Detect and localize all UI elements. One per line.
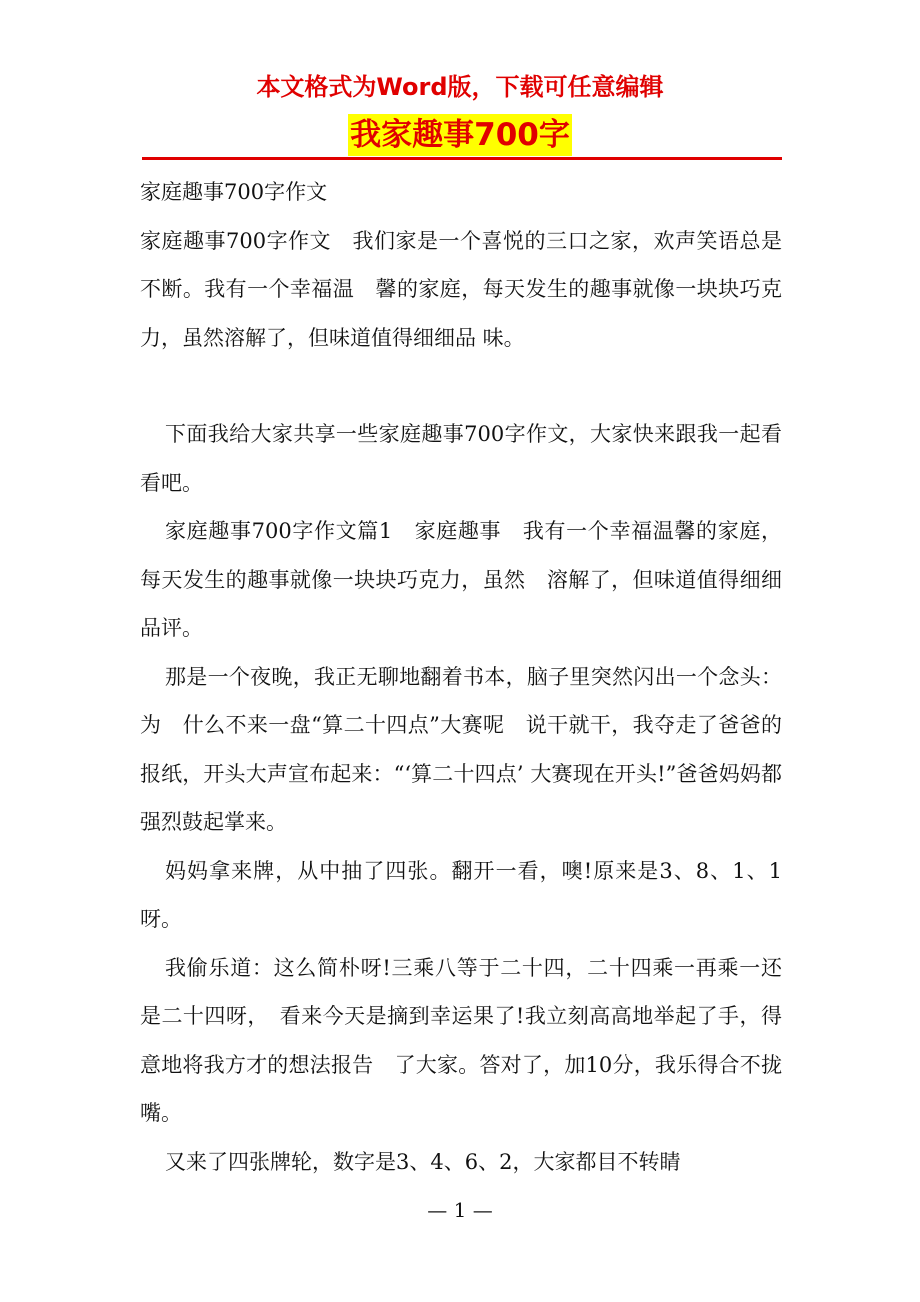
intro-paragraph: 家庭趣事700字作文 我们家是一个喜悦的三口之家，欢声笑语总是不断。我有一个幸福温 馨的家庭，每天发生的趣事就像一块块巧克力，虽然溶解了，但味道值得细细品 味。 <box>140 228 782 350</box>
body-paragraph: 我偷乐道：这么简朴呀!三乘八等于二十四，二十四乘一再乘一还是二十四呀， 看来今天是摘到幸运果了!我立刻高高地举起了手，得意地将我方才的想法报告 了大家。答对了，加10分，我乐得合不拢嘴。 <box>140 955 782 1125</box>
document-body <box>140 168 782 1186</box>
body-paragraph: 妈妈拿来牌，从中抽了四张。翻开一看，噢!原来是3、8、1、1呀。 <box>140 858 782 931</box>
title-container <box>0 114 920 156</box>
page-number: — 1 — <box>427 1198 493 1222</box>
title-divider <box>142 157 782 160</box>
paragraph-gap <box>140 362 782 410</box>
body-paragraph: 又来了四张牌轮，数字是3、4、6、2，大家都目不转睛 <box>165 1149 681 1174</box>
body-paragraph: 家庭趣事700字作文篇1 家庭趣事 我有一个幸福温馨的家庭，每天发生的趣事就像一块块巧克力，虽然 溶解了，但味道值得细细品评。 <box>140 519 782 640</box>
body-paragraph: 下面我给大家共享一些家庭趣事700字作文，大家快来跟我一起看看吧。 <box>140 422 782 495</box>
subtitle-line: 家庭趣事700字作文 <box>140 180 328 204</box>
document-title: 我家趣事700字 <box>348 114 572 156</box>
body-paragraph: 那是一个夜晚，我正无聊地翻着书本，脑子里突然闪出一个念头：为 什么不来一盘“算二十四点”大赛呢 说干就干，我夺走了爸爸的报纸，开头大声宣布起来：“‘算二十四点’ 大赛现在开头!”爸爸妈妈都强烈鼓起掌来。 <box>140 664 782 834</box>
format-notice-banner: 本文格式为Word版，下载可任意编辑 <box>256 73 664 101</box>
